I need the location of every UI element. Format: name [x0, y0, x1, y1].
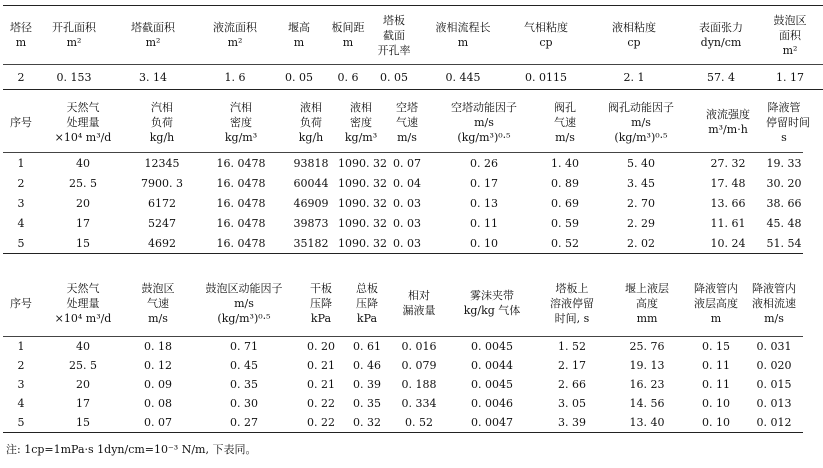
header-cell: 塔板 截面 开孔率 — [371, 6, 417, 65]
tower-parameters-table — [3, 5, 823, 90]
table-cell: 0. 012 — [745, 413, 803, 433]
header-cell: 液相 负荷 kg/h — [285, 92, 337, 153]
table-cell: 2. 66 — [558, 378, 586, 391]
table-cell: 0. 05 — [371, 65, 417, 90]
table-cell: 17 — [76, 216, 90, 230]
table-cell: 1. 40 — [551, 156, 579, 170]
header-cell: 天然气 处理量 ×10⁴ m³/d — [39, 270, 127, 337]
header-cell: 干板 压降 kPa — [299, 270, 343, 337]
header-cell: 鼓泡区 气速 m/s — [127, 270, 189, 337]
table-cell: 0. 11 — [470, 216, 498, 230]
header-cell: 鼓泡区 面积 m² — [757, 6, 823, 65]
table-cell: 0. 13 — [470, 196, 498, 210]
table-cell: 0. 031 — [756, 340, 792, 353]
table-row — [3, 213, 803, 233]
table-cell: 2 — [3, 65, 39, 90]
table-cell: 0. 39 — [353, 378, 381, 391]
header-cell: 汽相 负荷 kg/h — [127, 92, 197, 153]
table-cell: 4692 — [127, 233, 197, 254]
header-cell: 塔径 m — [3, 6, 39, 65]
table-cell: 0. 89 — [551, 176, 579, 190]
header-cell: 堰上液层 高度 mm — [607, 270, 687, 337]
table-row — [3, 413, 803, 433]
table-cell: 0. 03 — [393, 196, 421, 210]
table-cell: 0. 15 — [702, 340, 730, 353]
table-cell: 30. 20 — [766, 176, 802, 190]
table-cell: 4 — [17, 216, 25, 230]
table-cell: 0. 10 — [687, 413, 745, 433]
table-cell: 40 — [76, 156, 90, 170]
table-cell: 1090. 32 — [338, 216, 387, 230]
table-cell: 0. 46 — [353, 359, 381, 372]
table-cell: 0. 020 — [756, 359, 792, 372]
table-cell: 0. 30 — [230, 397, 258, 410]
table-cell: 0. 0045 — [471, 378, 513, 391]
table-cell: 0. 0047 — [447, 413, 537, 433]
table-cell: 10. 24 — [691, 233, 765, 254]
table-cell: 0. 26 — [470, 156, 498, 170]
table-cell: 1090. 32 — [338, 156, 387, 170]
table-cell: 17. 48 — [710, 176, 746, 190]
table-cell: 1 — [17, 340, 25, 353]
table-cell: 0. 10 — [702, 397, 730, 410]
table-cell: 0. 22 — [307, 397, 335, 410]
table-cell: 17 — [76, 397, 90, 410]
table-cell: 7900. 3 — [141, 176, 183, 190]
table-cell: 0. 17 — [470, 176, 498, 190]
table-cell: 0. 334 — [401, 397, 437, 410]
table-cell: 39873 — [293, 216, 329, 230]
table-cell: 16. 0478 — [216, 176, 266, 190]
header-cell: 液相粘度 cp — [583, 6, 685, 65]
table-cell: 2 — [17, 359, 25, 372]
table-cell: 3. 45 — [627, 176, 655, 190]
header-cell: 塔截面积 m² — [109, 6, 197, 65]
table-cell: 25. 5 — [69, 359, 97, 372]
header-cell: 阀孔 气速 m/s — [539, 92, 591, 153]
table-cell: 0. 22 — [299, 413, 343, 433]
table-row — [3, 153, 803, 174]
table-cell: 0. 07 — [393, 156, 421, 170]
header-cell: 开孔面积 m² — [39, 6, 109, 65]
table-cell: 1090. 32 — [338, 176, 387, 190]
table-cell: 57. 4 — [685, 65, 757, 90]
table-cell: 1. 17 — [757, 65, 823, 90]
gas-liquid-load-table — [3, 92, 810, 254]
table-cell: 20 — [76, 196, 90, 210]
table-row — [3, 193, 803, 213]
table-cell: 0. 69 — [551, 196, 579, 210]
header-cell: 液流强度 m³/m·h — [691, 92, 765, 153]
table-cell: 5 — [3, 233, 39, 254]
table-cell: 0. 20 — [307, 340, 335, 353]
table-cell: 3. 05 — [558, 397, 586, 410]
table-cell: 0. 21 — [307, 359, 335, 372]
table-cell: 0. 11 — [702, 378, 730, 391]
header-cell: 鼓泡区动能因子 m/s (kg/m³)⁰·⁵ — [189, 270, 299, 337]
header-cell: 空塔 气速 m/s — [385, 92, 429, 153]
table-cell: 16. 0478 — [216, 216, 266, 230]
table-row — [3, 337, 803, 357]
table-cell: 27. 32 — [710, 156, 746, 170]
header-cell: 序号 — [3, 270, 39, 337]
header-cell: 降液管内 液相流速 m/s — [745, 270, 803, 337]
table-cell: 5 — [3, 413, 39, 433]
header-cell: 空塔动能因子 m/s (kg/m³)⁰·⁵ — [429, 92, 539, 153]
header-cell: 液相流程长 m — [417, 6, 509, 65]
table-cell: 0. 0115 — [509, 65, 583, 90]
table-cell: 16. 0478 — [216, 196, 266, 210]
table-cell: 1. 52 — [558, 340, 586, 353]
table-cell: 5247 — [148, 216, 176, 230]
table-cell: 0. 11 — [702, 359, 730, 372]
table-cell: 0. 07 — [127, 413, 189, 433]
header-cell: 液相 密度 kg/m³ — [337, 92, 385, 153]
table-cell: 0. 079 — [401, 359, 437, 372]
table-cell: 0. 013 — [756, 397, 792, 410]
table-cell: 1090. 32 — [338, 196, 387, 210]
table-cell: 16. 23 — [629, 378, 665, 391]
table-cell: 0. 445 — [417, 65, 509, 90]
table-cell: 12345 — [144, 156, 180, 170]
table-row — [3, 233, 803, 254]
table-cell: 0. 04 — [393, 176, 421, 190]
table-cell: 0. 71 — [230, 340, 258, 353]
table-cell: 0. 52 — [539, 233, 591, 254]
table-cell: 16. 0478 — [197, 233, 285, 254]
table-cell: 6172 — [148, 196, 176, 210]
table-cell: 1090. 32 — [337, 233, 385, 254]
header-cell: 序号 — [3, 92, 39, 153]
table-cell: 45. 48 — [766, 216, 802, 230]
table-cell: 1. 6 — [197, 65, 273, 90]
table-cell: 35182 — [285, 233, 337, 254]
table-cell: 1 — [17, 156, 25, 170]
table-cell: 0. 03 — [385, 233, 429, 254]
table-row — [3, 65, 823, 90]
table-row — [3, 375, 803, 394]
table-cell: 14. 56 — [629, 397, 665, 410]
table-cell: 11. 61 — [710, 216, 746, 230]
table-cell: 60044 — [293, 176, 329, 190]
table-cell: 0. 016 — [401, 340, 437, 353]
table-cell: 0. 61 — [353, 340, 381, 353]
table-cell: 2. 02 — [591, 233, 691, 254]
header-cell: 相对 漏液量 — [391, 270, 447, 337]
table-cell: 0. 18 — [144, 340, 172, 353]
table-cell: 3. 39 — [537, 413, 607, 433]
table-cell: 0. 0044 — [471, 359, 513, 372]
table-cell: 0. 12 — [144, 359, 172, 372]
table-cell: 0. 09 — [144, 378, 172, 391]
table-cell: 0. 0045 — [471, 340, 513, 353]
table-cell: 0. 52 — [391, 413, 447, 433]
header-cell: 板间距 m — [325, 6, 371, 65]
table-cell: 0. 35 — [353, 397, 381, 410]
table-cell: 0. 03 — [393, 216, 421, 230]
table-cell: 13. 40 — [607, 413, 687, 433]
table-row — [3, 356, 803, 375]
table-cell: 0. 32 — [343, 413, 391, 433]
table-cell: 2. 70 — [627, 196, 655, 210]
table-cell: 25. 76 — [629, 340, 665, 353]
table-cell: 2 — [17, 176, 25, 190]
table-cell: 0. 05 — [273, 65, 325, 90]
header-cell: 降液管内 液层高度 m — [687, 270, 745, 337]
table-cell: 0. 21 — [307, 378, 335, 391]
table-cell: 0. 6 — [325, 65, 371, 90]
header-cell: 液流面积 m² — [197, 6, 273, 65]
table-cell: 5. 40 — [627, 156, 655, 170]
table-cell: 40 — [76, 340, 90, 353]
table-cell: 0. 015 — [756, 378, 792, 391]
header-cell: 气相粘度 cp — [509, 6, 583, 65]
table-cell: 46909 — [293, 196, 329, 210]
table-cell: 3 — [17, 196, 25, 210]
header-cell: 堰高 m — [273, 6, 325, 65]
table-row — [3, 394, 803, 413]
table-cell: 16. 0478 — [216, 156, 266, 170]
table-cell: 19. 13 — [629, 359, 665, 372]
table3-header-row — [3, 270, 803, 337]
table-cell: 0. 10 — [429, 233, 539, 254]
header-cell: 塔板上 溶液停留 时间, s — [537, 270, 607, 337]
table-cell: 4 — [17, 397, 25, 410]
table-cell: 20 — [76, 378, 90, 391]
header-cell: 汽相 密度 kg/m³ — [197, 92, 285, 153]
header-cell: 总板 压降 kPa — [343, 270, 391, 337]
table-cell: 0. 59 — [551, 216, 579, 230]
header-cell: 表面张力 dyn/cm — [685, 6, 757, 65]
table-footnote: 注: 1cp=1mPa·s 1dyn/cm=10⁻³ N/m, 下表同。 — [6, 443, 257, 456]
table-cell: 3 — [17, 378, 25, 391]
table-cell: 3. 14 — [109, 65, 197, 90]
header-cell: 降液管 停留时间 s — [765, 92, 803, 153]
table-row — [3, 173, 803, 193]
header-cell: 阀孔动能因子 m/s (kg/m³)⁰·⁵ — [591, 92, 691, 153]
table-cell: 0. 188 — [401, 378, 437, 391]
table-cell: 19. 33 — [766, 156, 802, 170]
header-cell: 雾沫夹带 kg/kg 气体 — [447, 270, 537, 337]
header-cell: 天然气 处理量 ×10⁴ m³/d — [39, 92, 127, 153]
table1-header-row — [3, 6, 823, 65]
table-cell: 25. 5 — [69, 176, 97, 190]
table-cell: 0. 35 — [230, 378, 258, 391]
table-cell: 51. 54 — [765, 233, 803, 254]
table-cell: 2. 1 — [583, 65, 685, 90]
table-cell: 13. 66 — [710, 196, 746, 210]
table-cell: 0. 153 — [39, 65, 109, 90]
table2-header-row — [3, 92, 803, 153]
table-cell: 15 — [39, 233, 127, 254]
table-cell: 93818 — [293, 156, 329, 170]
table-cell: 38. 66 — [766, 196, 802, 210]
table-cell: 0. 08 — [144, 397, 172, 410]
table-cell: 15 — [39, 413, 127, 433]
table-cell: 0. 0046 — [471, 397, 513, 410]
table-cell: 2. 29 — [627, 216, 655, 230]
tray-hydraulics-table — [3, 270, 803, 433]
table-cell: 0. 45 — [230, 359, 258, 372]
table-cell: 2. 17 — [558, 359, 586, 372]
table-cell: 0. 27 — [189, 413, 299, 433]
